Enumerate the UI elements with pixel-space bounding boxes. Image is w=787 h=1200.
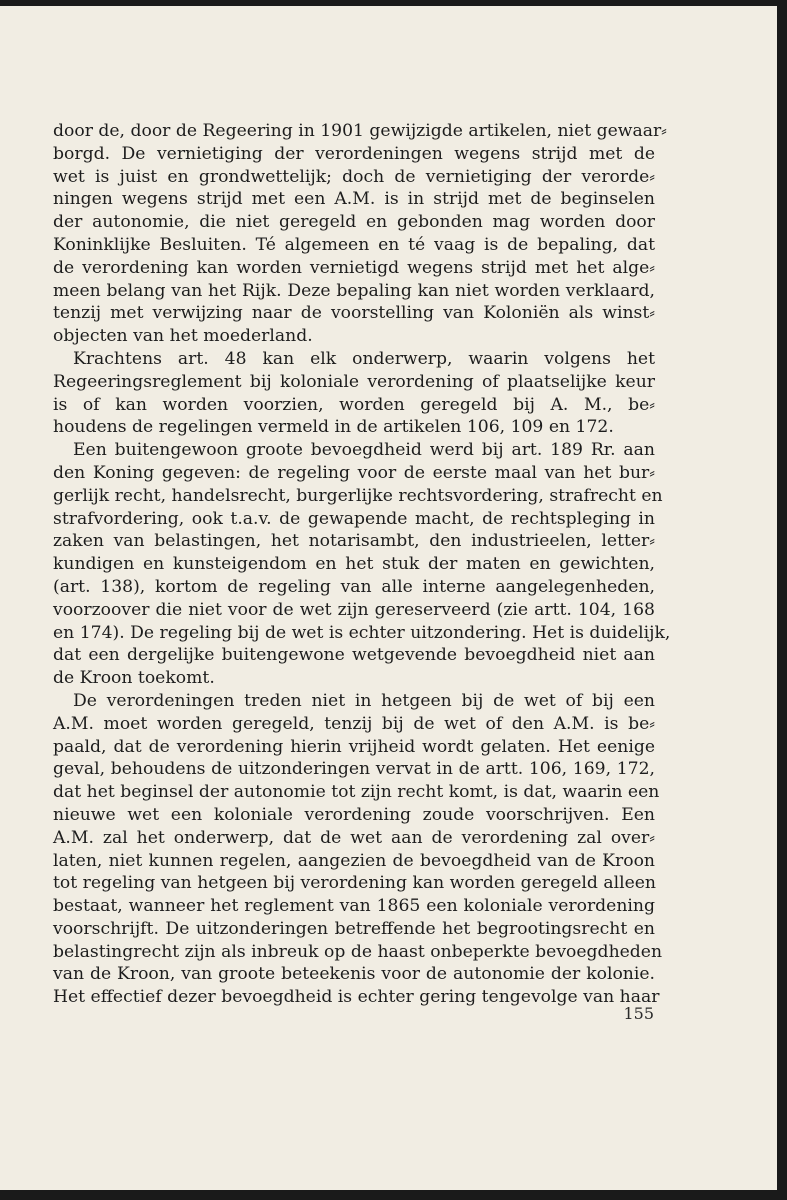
text-line: de Kroon toekomt. [53,668,215,689]
text-line: A.M. zal het onderwerp, dat de wet aan de verordening zal over⸗ [53,827,655,848]
text-line: van de Kroon, van groote beteekenis voor de autonomie der kolonie. [53,964,655,985]
text-line: gerlijk recht, handelsrecht, burgerlijke rechtsvordering, strafrecht en [53,485,663,506]
paragraph [53,439,671,690]
text-line: laten, niet kunnen regelen, aangezien de bevoegdheid van de Kroon [53,850,655,871]
text-line: paald, dat de verordening hierin vrijheid wordt gelaten. Het eenige [53,736,655,757]
text-line: Koninklijke Besluiten. Té algemeen en té vaag is de bepaling, dat [53,234,655,255]
text-line: en 174). De regeling bij de wet is echter uitzondering. Het is duidelijk, [53,622,671,643]
text-line: wet is juist en grondwettelijk; doch de vernietiging der verorde⸗ [53,166,655,187]
text-line: bestaat, wanneer het reglement van 1865 een koloniale verordening [53,896,655,917]
text-line: Krachtens art. 48 kan elk onderwerp, waarin volgens het [73,348,655,369]
text-line: den Koning gegeven: de regeling voor de eerste maal van het bur⸗ [53,462,655,483]
book-page [0,6,777,1190]
paragraph [53,690,663,1009]
text-line: is of kan worden voorzien, worden geregeld bij A. M., be⸗ [53,394,655,415]
text-line: tot regeling van hetgeen bij verordening kan worden geregeld alleen [53,873,656,894]
text-line: belastingrecht zijn als inbreuk op de haast onbeperkte bevoegdheden [53,941,663,962]
text-line: geval, behoudens de uitzonderingen vervat in de artt. 106, 169, 172, [53,759,655,780]
paragraph [53,348,655,439]
text-line: objecten van het moederland. [53,326,313,347]
text-line: (art. 138), kortom de regeling van alle interne aangelegenheden, [53,576,655,597]
text-line: kundigen en kunsteigendom en het stuk der maten en gewichten, [53,554,655,575]
text-line: dat een dergelijke buitengewone wetgevende bevoegdheid niet aan [53,645,655,666]
text-line: door de, door de Regeering in 1901 gewijzigde artikelen, niet gewaar⸗ [53,121,667,141]
text-line: Regeeringsreglement bij koloniale verordening of plaatselijke keur [53,371,655,392]
paragraph [53,120,667,348]
text-line: Een buitengewoon groote bevoegdheid werd bij art. 189 Rr. aan [73,440,655,461]
text-line: meen belang van het Rijk. Deze bepaling kan niet worden verklaard, [53,280,655,301]
text-line: ningen wegens strijd met een A.M. is in strijd met de beginselen [53,189,655,210]
text-line: tenzij met verwijzing naar de voorstelling van Koloniën als winst⸗ [53,303,655,324]
body-text [53,120,671,1009]
text-line: houdens de regelingen vermeld in de artikelen 106, 109 en 172. [53,417,614,438]
text-line: De verordeningen treden niet in hetgeen bij de wet of bij een [73,690,655,711]
text-line: der autonomie, die niet geregeld en gebonden mag worden door [53,212,655,233]
text-line: dat het beginsel der autonomie tot zijn recht komt, is dat, waarin een [53,782,660,803]
text-line: de verordening kan worden vernietigd wegens strijd met het alge⸗ [53,257,655,278]
page-number: 155 [623,1004,654,1023]
text-line: zaken van belastingen, het notarisambt, den industrieelen, letter⸗ [53,531,655,552]
text-line: strafvordering, ook t.a.v. de gewapende macht, de rechtspleging in [53,508,655,529]
text-line: nieuwe wet een koloniale verordening zoude voorschrijven. Een [53,804,655,825]
text-line: voorschrijft. De uitzonderingen betreffende het begrootingsrecht en [53,918,655,939]
text-line: Het effectief dezer bevoegdheid is echter gering tengevolge van haar [53,987,660,1008]
text-line: voorzoover die niet voor de wet zijn gereserveerd (zie artt. 104, 168 [53,599,655,620]
text-line: A.M. moet worden geregeld, tenzij bij de wet of den A.M. is be⸗ [53,713,655,734]
text-line: borgd. De vernietiging der verordeningen wegens strijd met de [53,143,655,164]
